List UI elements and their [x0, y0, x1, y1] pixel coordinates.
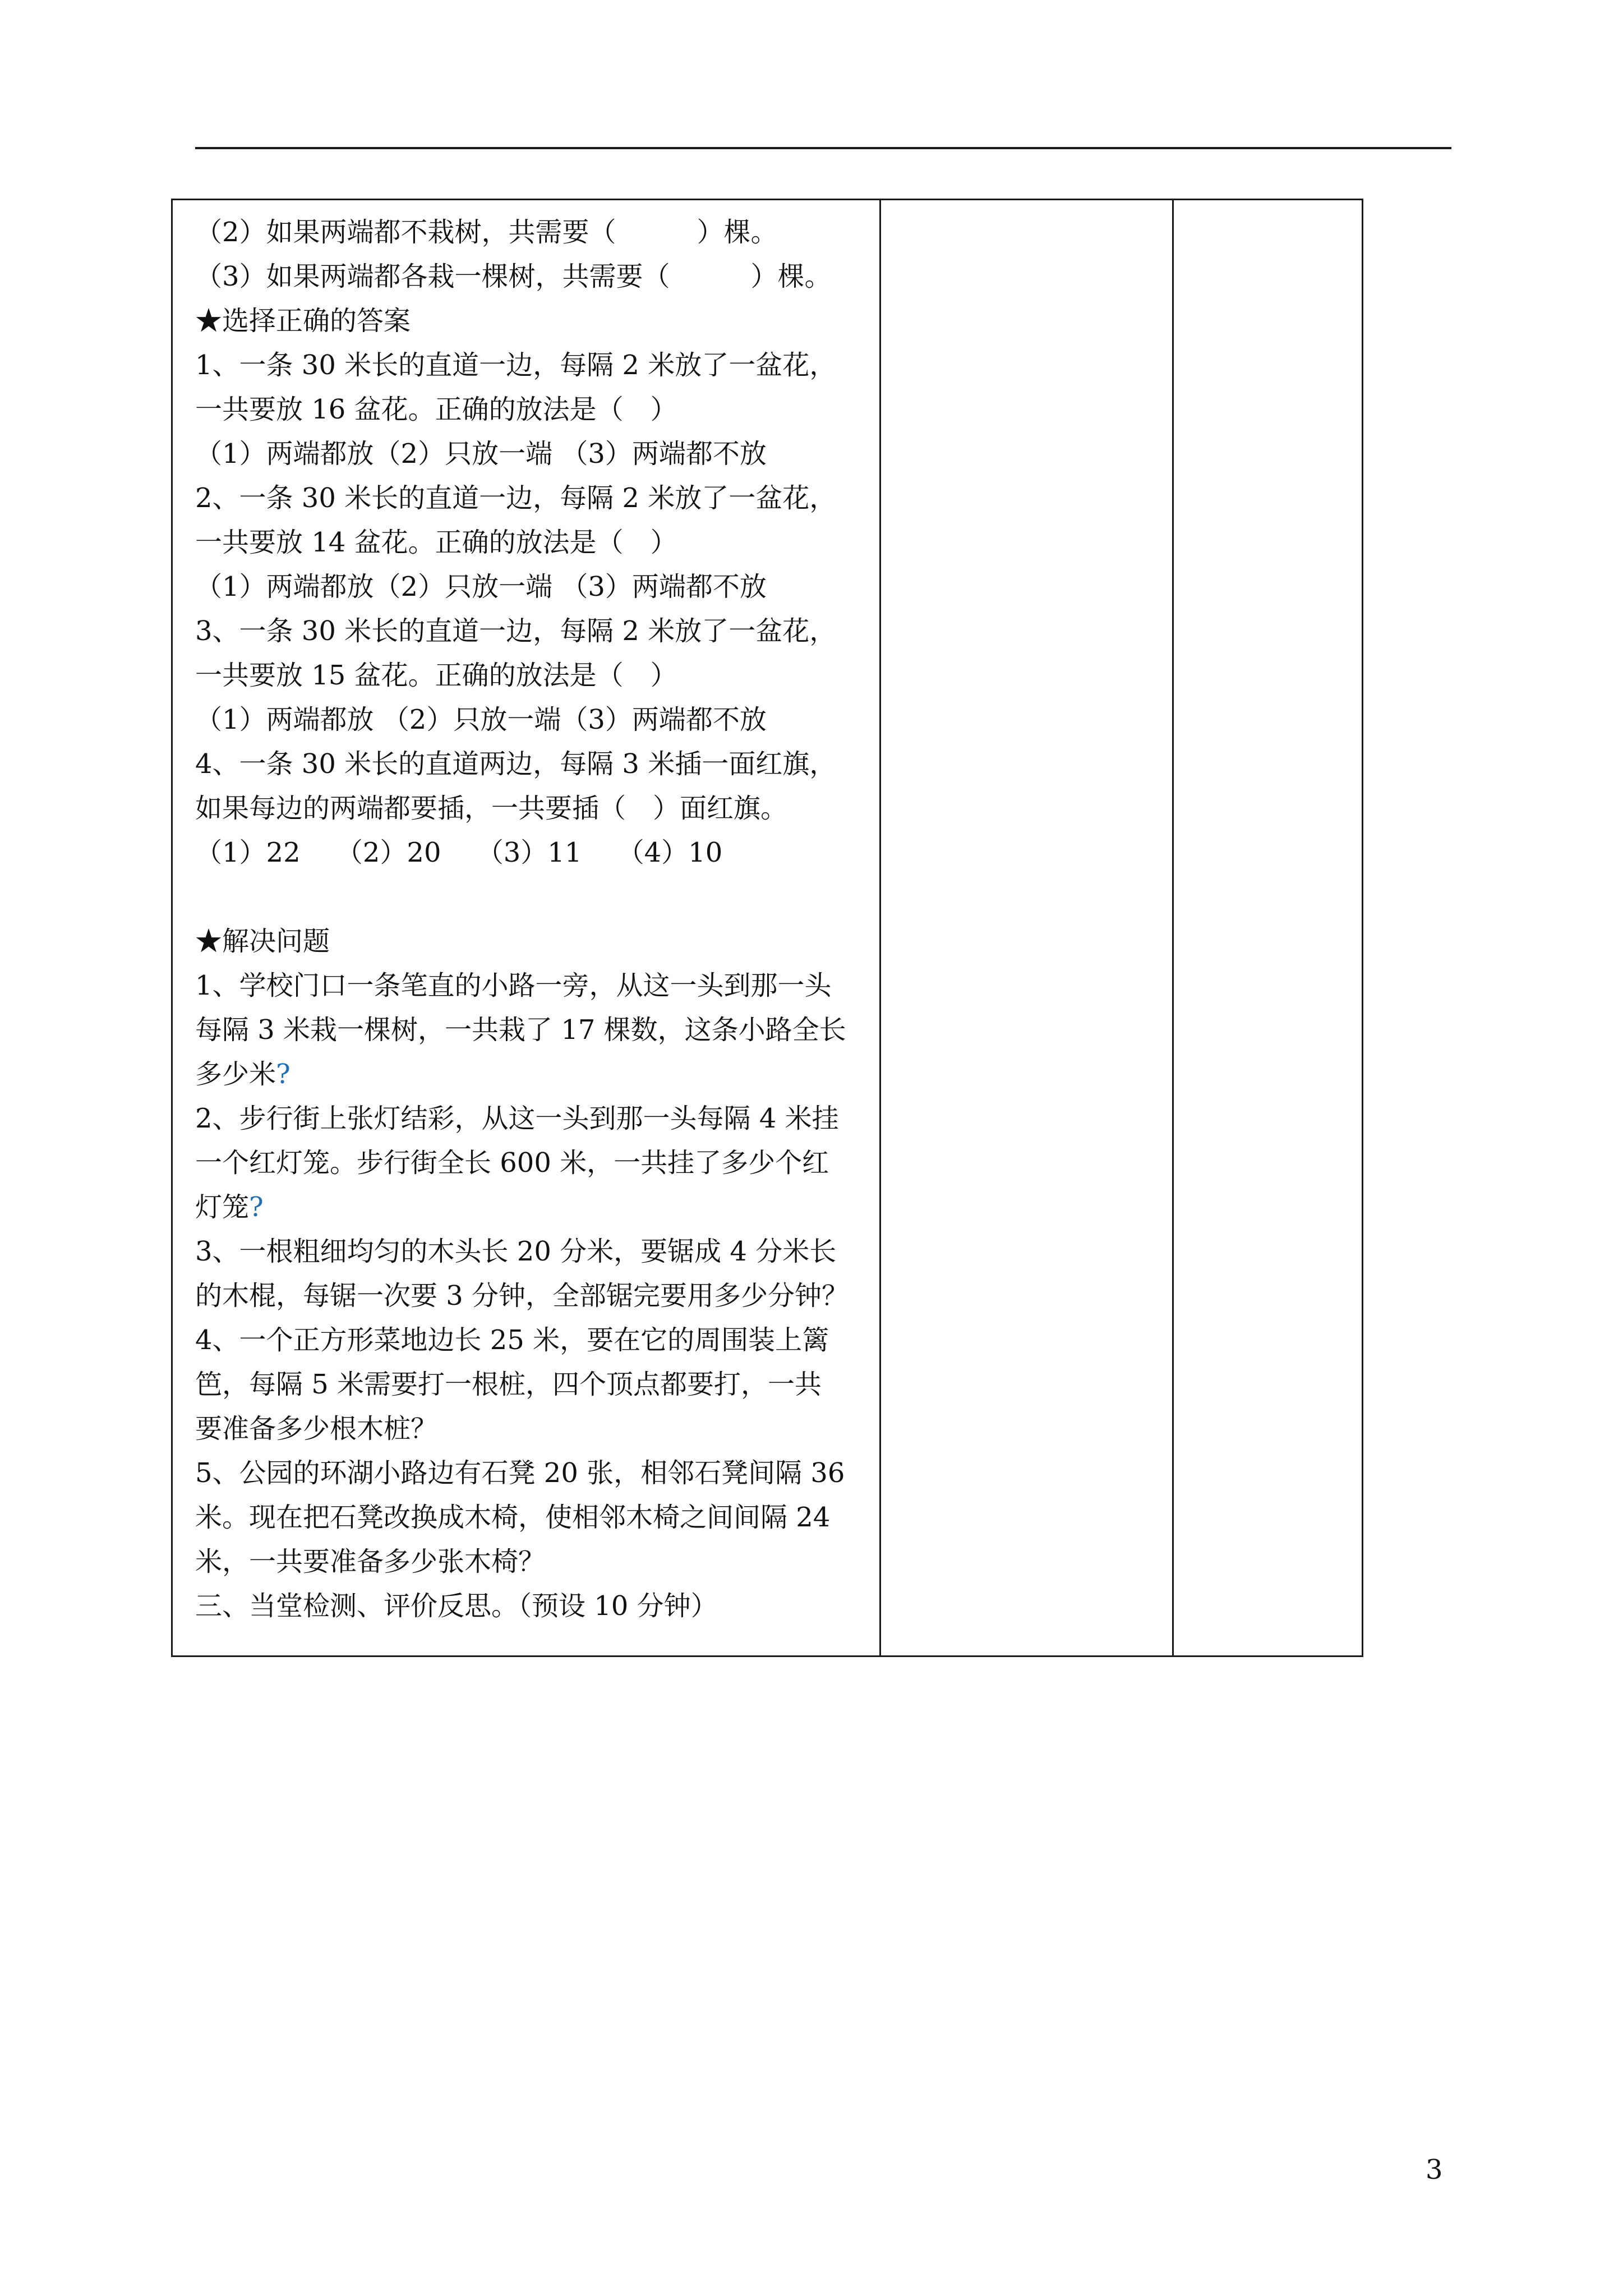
problem-text: 多少米 [195, 1059, 276, 1090]
content-column [173, 200, 881, 1655]
problem-line: 1、学校门口一条笔直的小路一旁，从这一头到那一头 [195, 970, 832, 1001]
lesson-table [171, 199, 1363, 1657]
problem-line: 笆，每隔 5 米需要打一根桩，四个顶点都要打，一共 [195, 1369, 822, 1400]
question-line: 一共要放 16 盆花。正确的放法是（ ） [195, 394, 677, 425]
section-heading: ★选择正确的答案 [195, 305, 411, 337]
question-line: 1、一条 30 米长的直道一边，每隔 2 米放了一盆花， [195, 349, 837, 381]
problem-line: 5、公园的环湖小路边有石凳 20 张，相邻石凳间隔 36 [195, 1457, 845, 1489]
text-line: （3）如果两端都各栽一棵树，共需要（ ）棵。 [195, 261, 832, 292]
problem-line [195, 1185, 866, 1230]
problem-line: 4、一个正方形菜地边长 25 米，要在它的周围装上篱 [195, 1324, 829, 1356]
text-line: （2）如果两端都不栽树，共需要（ ）棵。 [195, 217, 778, 248]
question-mark: ? [276, 1059, 291, 1090]
problem-line: 的木棍，每锯一次要 3 分钟，全部锯完要用多少分钟？ [195, 1280, 849, 1312]
problem-line: 每隔 3 米栽一棵树，一共栽了 17 棵数，这条小路全长 [195, 1014, 846, 1046]
problem-line: 米。现在把石凳改换成木椅，使相邻木椅之间间隔 24 [195, 1502, 831, 1533]
blank-spacer [195, 875, 866, 919]
notes-column [881, 200, 1174, 1655]
options-line: （1）两端都放（2）只放一端 （3）两端都不放 [195, 438, 767, 470]
options-line: （1）22 （2）20 （3）11 （4）10 [195, 837, 723, 868]
problem-text: 灯笼 [195, 1191, 250, 1223]
section-heading: ★解决问题 [195, 926, 330, 957]
question-line: 如果每边的两端都要插，一共要插（ ）面红旗。 [195, 793, 788, 824]
problem-line: 一个红灯笼。步行街全长 600 米，一共挂了多少个红 [195, 1147, 829, 1179]
header-rule [195, 147, 1451, 149]
problem-line: 3、一根粗细均匀的木头长 20 分米，要锯成 4 分米长 [195, 1236, 837, 1267]
problem-line: 米，一共要准备多少张木椅？ [195, 1546, 546, 1577]
question-line: 一共要放 15 盆花。正确的放法是（ ） [195, 660, 677, 691]
question-line: 3、一条 30 米长的直道一边，每隔 2 米放了一盆花， [195, 615, 837, 647]
problem-line: 要准备多少根木桩？ [195, 1413, 438, 1444]
options-line: （1）两端都放（2）只放一端 （3）两端都不放 [195, 571, 767, 602]
problem-line: 2、步行街上张灯结彩，从这一头到那一头每隔 4 米挂 [195, 1103, 839, 1134]
section-heading: 三、当堂检测、评价反思。（预设 10 分钟） [195, 1590, 718, 1622]
question-mark: ? [249, 1191, 264, 1223]
page-number: 3 [1426, 2154, 1443, 2185]
problem-line [195, 1052, 866, 1097]
options-line: （1）两端都放 （2）只放一端（3）两端都不放 [195, 704, 767, 735]
question-line: 2、一条 30 米长的直道一边，每隔 2 米放了一盆花， [195, 482, 837, 514]
question-line: 一共要放 14 盆花。正确的放法是（ ） [195, 527, 677, 558]
question-line: 4、一条 30 米长的直道两边，每隔 3 米插一面红旗， [195, 748, 837, 780]
remarks-column [1174, 200, 1362, 1655]
